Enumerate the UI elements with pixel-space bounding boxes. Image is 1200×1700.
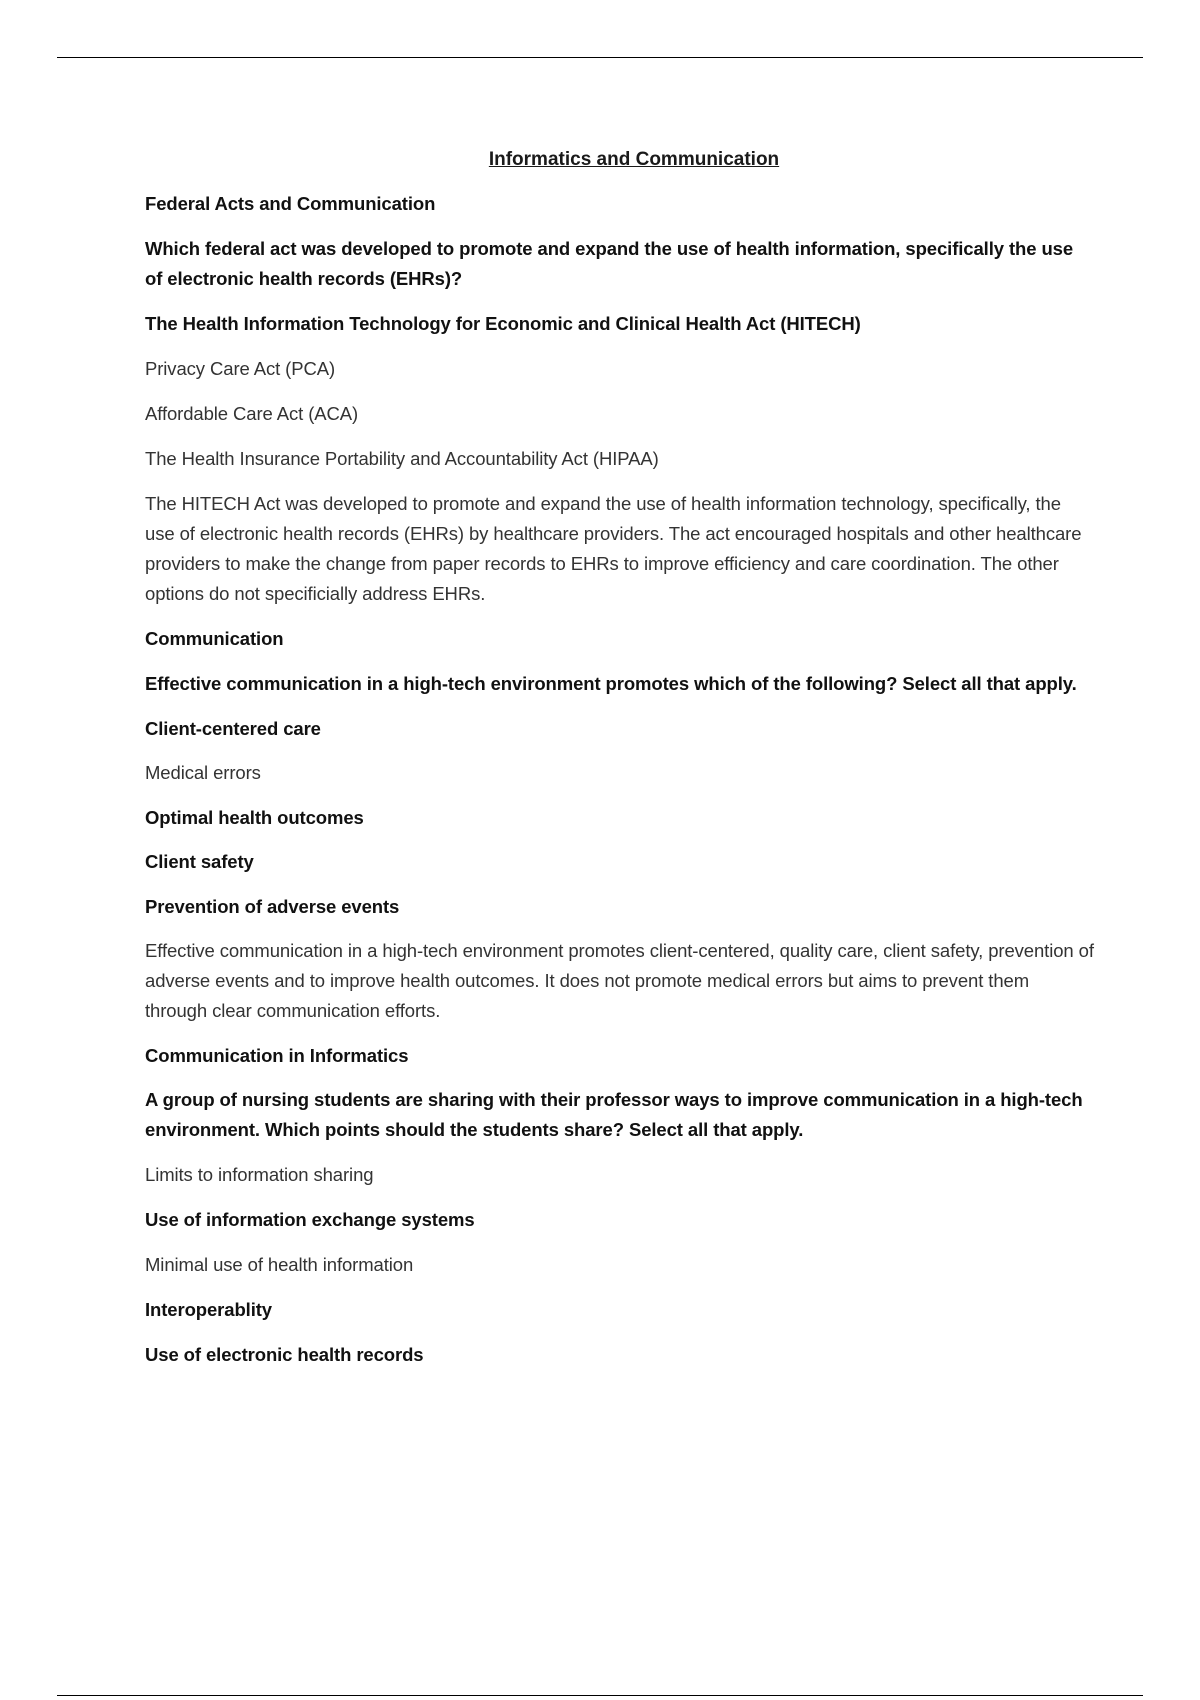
rationale-text: The HITECH Act was developed to promote and expand the use of health information technology, specifically, the use of electronic health records (EHRs) by healthcare providers. The act encouraged hospitals and other healthcare providers to make the change from paper records to EHRs to improve efficiency and care coordination. The other options do not specificially address EHRs. <box>145 493 1082 604</box>
answer-option: Limits to information sharing <box>145 1164 374 1185</box>
document-body <box>145 145 1095 1385</box>
answer-option-correct: Use of information exchange systems <box>145 1209 475 1230</box>
question-text: Which federal act was developed to promote and expand the use of health information, specifically the use of electronic health records (EHRs)? <box>145 238 1074 289</box>
answer-option: Minimal use of health information <box>145 1254 414 1275</box>
answer-option: The Health Insurance Portability and Accountability Act (HIPAA) <box>145 448 659 469</box>
answer-option-correct: Client-centered care <box>145 718 321 739</box>
section-heading: Communication in Informatics <box>145 1045 409 1066</box>
answer-option-correct: Client safety <box>145 851 254 872</box>
section-heading: Communication <box>145 628 284 649</box>
rationale-text: Effective communication in a high-tech environment promotes client-centered, quality care, client safety, prevention of adverse events and to improve health outcomes. It does not promote medical errors but aims to prevent them through clear communication efforts. <box>145 940 1094 1021</box>
answer-option-correct: The Health Information Technology for Economic and Clinical Health Act (HITECH) <box>145 313 861 334</box>
footer-rule <box>57 1695 1143 1696</box>
question-text: A group of nursing students are sharing with their professor ways to improve communication in a high-tech environment. Which points should the students share? Select all that apply. <box>145 1089 1083 1140</box>
document-title: Informatics and Communication <box>488 149 780 170</box>
answer-option: Medical errors <box>145 762 261 783</box>
question-text: Effective communication in a high-tech environment promotes which of the following? Select all that apply. <box>145 673 1077 694</box>
section-heading: Federal Acts and Communication <box>145 193 436 214</box>
answer-option: Privacy Care Act (PCA) <box>145 358 336 379</box>
answer-option-correct: Use of electronic health records <box>145 1344 424 1365</box>
answer-option-correct: Interoperablity <box>145 1299 272 1320</box>
answer-option-correct: Optimal health outcomes <box>145 807 364 828</box>
answer-option: Affordable Care Act (ACA) <box>145 403 359 424</box>
header-rule <box>57 57 1143 58</box>
answer-option-correct: Prevention of adverse events <box>145 896 400 917</box>
